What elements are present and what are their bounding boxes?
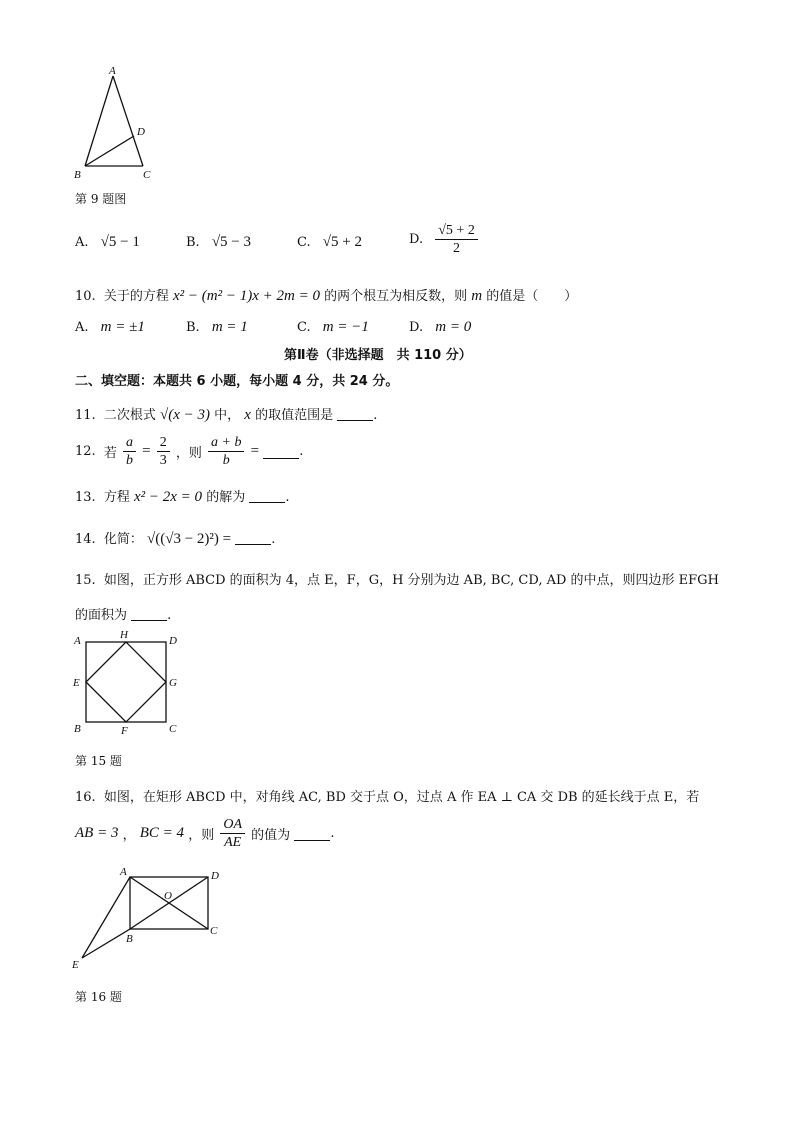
q15-line1 [75,569,719,588]
q10-option-b-math: m = 1 [211,319,248,335]
q10-option-d [409,319,471,336]
q11-end: . [373,408,378,423]
q10-var: m [471,288,483,304]
q12-answer-blank[interactable] [263,444,299,459]
q11-number: 11. [75,408,96,423]
q12-equals-2: = [250,443,260,459]
q16-post: 的值为 [251,828,291,843]
q12-fraction-a-b [123,434,136,469]
fig15-label-a: A [74,635,81,647]
q11-mid: 中， [214,408,241,423]
q13-end: . [285,490,290,505]
q16-line2 [75,816,334,851]
section2-heading: 二、填空题：本题共 6 小题，每小题 4 分，共 24 分。 [75,374,399,389]
q16-fraction-numerator: OA [220,816,245,834]
q12-f2-numerator: 2 [157,434,170,452]
q15-answer-blank[interactable] [131,606,167,621]
fig15-label-h: H [120,629,128,641]
fig9-label-a: A [109,65,116,77]
q10-option-d-math: m = 0 [435,319,472,335]
q10-text-end: 的值是（ ） [486,289,578,304]
fig9-caption: 第 9 题图 [75,192,127,206]
fig15-caption: 第 15 题 [75,754,122,768]
q9-option-a [75,234,140,251]
q14 [75,528,275,548]
q9-option-a-prefix: A. [75,235,89,250]
q12-f2-denominator: 3 [159,453,167,468]
q16-end: . [330,826,335,841]
q13-number: 13. [75,490,96,505]
q12-end: . [299,444,304,459]
q10-option-d-prefix: D. [409,320,424,335]
q15-number: 15. [75,573,96,588]
q16-ab: AB = 3 [75,825,119,841]
q10-stem [75,285,577,305]
q14-answer-blank[interactable] [235,530,271,545]
q14-end: . [271,532,276,547]
q14-number: 14. [75,532,96,547]
q12-f1-denominator: b [125,453,133,468]
q11-radical: √(x − 3) [159,407,210,423]
q9-option-a-math: √5 − 1 [100,234,140,250]
q9-option-d-prefix: D. [409,232,424,247]
q11-answer-blank[interactable] [337,406,373,421]
fig15-label-g: G [169,677,177,689]
fig9-label-c: C [143,169,151,181]
q10-option-a-math: m = ±1 [100,319,145,335]
part2-title: 第Ⅱ卷（非选择题 共 110 分） [284,348,472,363]
q10-text-post: 的两个根互为相反数，则 [324,289,468,304]
q16-comma: ， [122,828,136,843]
q12 [75,434,303,469]
q10-option-c-math: m = −1 [322,319,369,335]
q13 [75,486,289,506]
q10-option-c-prefix: C. [297,320,311,335]
q9-option-b-math: √5 − 3 [211,234,252,250]
q11-var: x [244,407,251,423]
q16-fraction [220,816,245,851]
q10-option-c [297,319,369,336]
q11 [75,404,377,424]
q13-pre: 方程 [103,490,130,505]
q10-option-b [186,319,248,336]
q9-option-c-math: √5 + 2 [322,234,362,250]
q12-f3-numerator: a + b [208,434,244,452]
fig15-label-b: B [74,723,81,735]
q13-answer-blank[interactable] [249,488,285,503]
q9-option-d-denominator: 2 [453,241,461,256]
q9-option-b [186,234,251,251]
q15-text: 如图，正方形 ABCD 的面积为 4，点 E，F，G，H 分别为边 AB, BC, CD, AD 的中点，则四边形 EFGH [103,573,719,588]
q10-option-a [75,319,145,336]
fig16-caption: 第 16 题 [75,990,122,1004]
q16-bc: BC = 4 [139,825,185,841]
q15-line2 [75,604,171,623]
q10-equation: x² − (m² − 1)x + 2m = 0 [172,288,320,304]
q14-pre: 化简： [103,532,143,547]
q11-pre: 二次根式 [103,408,156,423]
q12-fraction-apb-b [208,434,244,469]
figure-15-square [70,628,190,740]
q16-text: 如图，在矩形 ABCD 中，对角线 AC, BD 交于点 O，过点 A 作 EA ⊥ CA 交 DB 的延长线于点 E，若 [103,790,700,805]
q10-option-a-prefix: A. [75,320,89,335]
q15-end: . [167,608,172,623]
q13-post: 的解为 [206,490,246,505]
fig16-label-d: D [211,870,219,882]
q9-option-d-fraction [435,222,478,257]
q13-equation: x² − 2x = 0 [133,489,203,505]
q12-fraction-2-3 [157,434,170,469]
figure-16-rectangle [68,862,233,974]
fig15-label-c: C [169,723,177,735]
q12-mid: ，则 [175,446,202,461]
q10-text-pre: 关于的方程 [103,289,169,304]
q9-option-c-prefix: C. [297,235,311,250]
q12-number: 12. [75,444,96,459]
fig9-label-d: D [137,126,145,138]
q16-fraction-denominator: AE [224,835,242,850]
fig16-label-c: C [210,925,218,937]
q15-text-2: 的面积为 [75,608,128,623]
fig16-label-b: B [126,933,133,945]
q9-option-c [297,234,362,251]
q9-option-d [409,222,480,257]
q16-number: 16. [75,790,96,805]
q16-answer-blank[interactable] [294,826,330,841]
fig15-label-e: E [73,677,80,689]
fig16-label-o: O [164,890,172,902]
fig16-label-a: A [120,866,127,878]
fig15-label-d: D [169,635,177,647]
q9-option-d-numerator: √5 + 2 [435,222,478,240]
q12-f3-denominator: b [222,453,230,468]
q9-option-b-prefix: B. [186,235,200,250]
q16-mid: ，则 [188,828,215,843]
fig16-label-e: E [72,959,79,971]
q12-equals: = [142,443,151,459]
q12-pre: 若 [103,446,117,461]
q14-expression: √((√3 − 2)²) = [146,531,232,547]
q12-f1-numerator: a [123,434,136,452]
q10-number: 10. [75,289,96,304]
q11-post: 的取值范围是 [255,408,334,423]
fig15-label-f: F [121,725,128,737]
figure-9-triangle [70,62,170,184]
q10-option-b-prefix: B. [186,320,200,335]
fig9-label-b: B [74,169,81,181]
q16-line1 [75,786,699,805]
